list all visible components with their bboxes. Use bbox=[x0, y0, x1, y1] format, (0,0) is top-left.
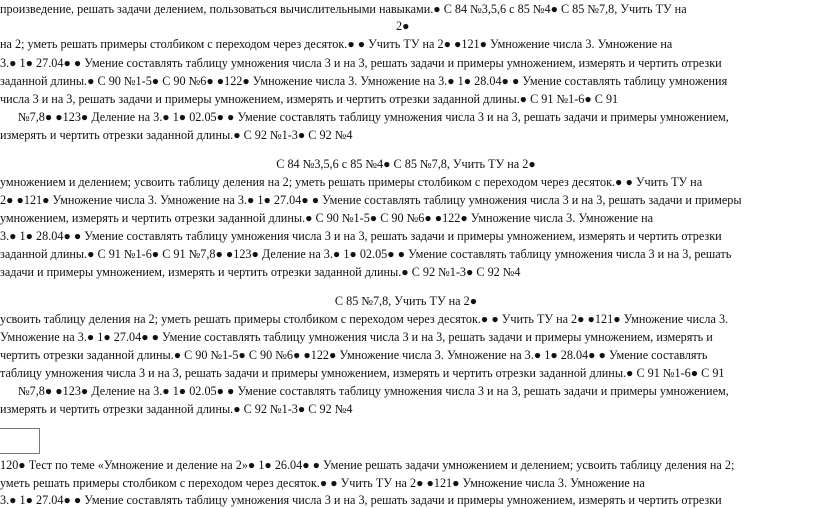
empty-table-cell bbox=[0, 428, 40, 454]
text-line: умножением, измерять и чертить отрезки заданной длины.● С 90 №1-5● С 90 №6● ●122● Умножение числа 3. Умножение на bbox=[0, 211, 654, 225]
text-line: заданной длины.● С 91 №1-6● С 91 №7,8● ●123● Деление на 3.● 1● 02.05● ● Умение составлять таблицу умножения числа 3 и на 3, решать bbox=[0, 247, 732, 261]
text-line: произведение, решать задачи делением, пользоваться вычислительными навыками.● С 84 №3,5,6 с 85 №4● С 85 №7,8, Учить ТУ на bbox=[0, 2, 687, 16]
text-line: таблицу умножения числа 3 и на 3, решать задачи и примеры умножением, измерять и чертить отрезки заданной длины.● С 91 №1-6● С 91 bbox=[0, 366, 725, 380]
text-line: №7,8● ●123● Деление на 3.● 1● 02.05● ● Умение составлять таблицу умножения числа 3 и на 3, решать задачи и примеры умножением, bbox=[18, 110, 729, 124]
text-line: чертить отрезки заданной длины.● С 90 №1-5● С 90 №6● ●122● Умножение числа 3. Умножение на 3.● 1● 28.04● ● Умение составлять bbox=[0, 348, 708, 362]
text-line: уметь решать примеры столбиком с переходом через десяток.● ● Учить ТУ на 2● ●121● Умножение числа 3. Умножение на bbox=[0, 476, 645, 490]
text-line: заданной длины.● С 90 №1-5● С 90 №6● ●122● Умножение числа 3. Умножение на 3.● 1● 28.04● ● Умение составлять таблицу умножения bbox=[0, 74, 728, 88]
text-line: 3.● 1● 27.04● ● Умение составлять таблицу умножения числа 3 и на 3, решать задачи и примеры умножением, измерять и чертить отрезки bbox=[0, 493, 722, 507]
text-line: №7,8● ●123● Деление на 3.● 1● 02.05● ● Умение составлять таблицу умножения числа 3 и на 3, решать задачи и примеры умножением, bbox=[18, 384, 729, 398]
section-heading: С 85 №7,8, Учить ТУ на 2● bbox=[334, 294, 478, 308]
text-line: умножением и делением; усвоить таблицу деления на 2; уметь решать примеры столбиком с переходом через десяток.● ● Учить ТУ на bbox=[0, 175, 703, 189]
text-line: на 2; уметь решать примеры столбиком с переходом через десяток.● ● Учить ТУ на 2● ●121● Умножение числа 3. Умножение на bbox=[0, 37, 673, 51]
text-line: измерять и чертить отрезки заданной длины.● С 92 №1-3● С 92 №4 bbox=[0, 402, 353, 416]
text-line: 120● Тест по теме «Умножение и деление на 2»● 1● 26.04● ● Умение решать задачи умножением и делением; усвоить таблицу деления на 2; bbox=[0, 458, 735, 472]
text-line: усвоить таблицу деления на 2; уметь решать примеры столбиком с переходом через десяток.● ● Учить ТУ на 2● ●121● Умножение числа 3. bbox=[0, 312, 729, 326]
text-line: измерять и чертить отрезки заданной длины.● С 92 №1-3● С 92 №4 bbox=[0, 128, 353, 142]
text-line: задачи и примеры умножением, измерять и чертить отрезки заданной длины.● С 92 №1-3● С 92 №4 bbox=[0, 265, 521, 279]
text-line: 2● bbox=[396, 19, 410, 33]
text-line: Умножение на 3.● 1● 27.04● ● Умение составлять таблицу умножения числа 3 и на 3, решать задачи и примеры умножением, измерять и bbox=[0, 330, 713, 344]
text-line: 2● ●121● Умножение числа 3. Умножение на 3.● 1● 27.04● ● Умение составлять таблицу умножения числа 3 и на 3, решать задачи и примеры bbox=[0, 193, 742, 207]
section-heading: С 84 №3,5,6 с 85 №4● С 85 №7,8, Учить ТУ на 2● bbox=[276, 157, 536, 171]
text-line: 3.● 1● 27.04● ● Умение составлять таблицу умножения числа 3 и на 3, решать задачи и примеры умножением, измерять и чертить отрезки bbox=[0, 56, 722, 70]
text-line: числа 3 и на 3, решать задачи и примеры умножением, измерять и чертить отрезки заданной длины.● С 91 №1-6● С 91 bbox=[0, 92, 619, 106]
text-line: 3.● 1● 28.04● ● Умение составлять таблицу умножения числа 3 и на 3, решать задачи и примеры умножением, измерять и чертить отрезки bbox=[0, 229, 722, 243]
